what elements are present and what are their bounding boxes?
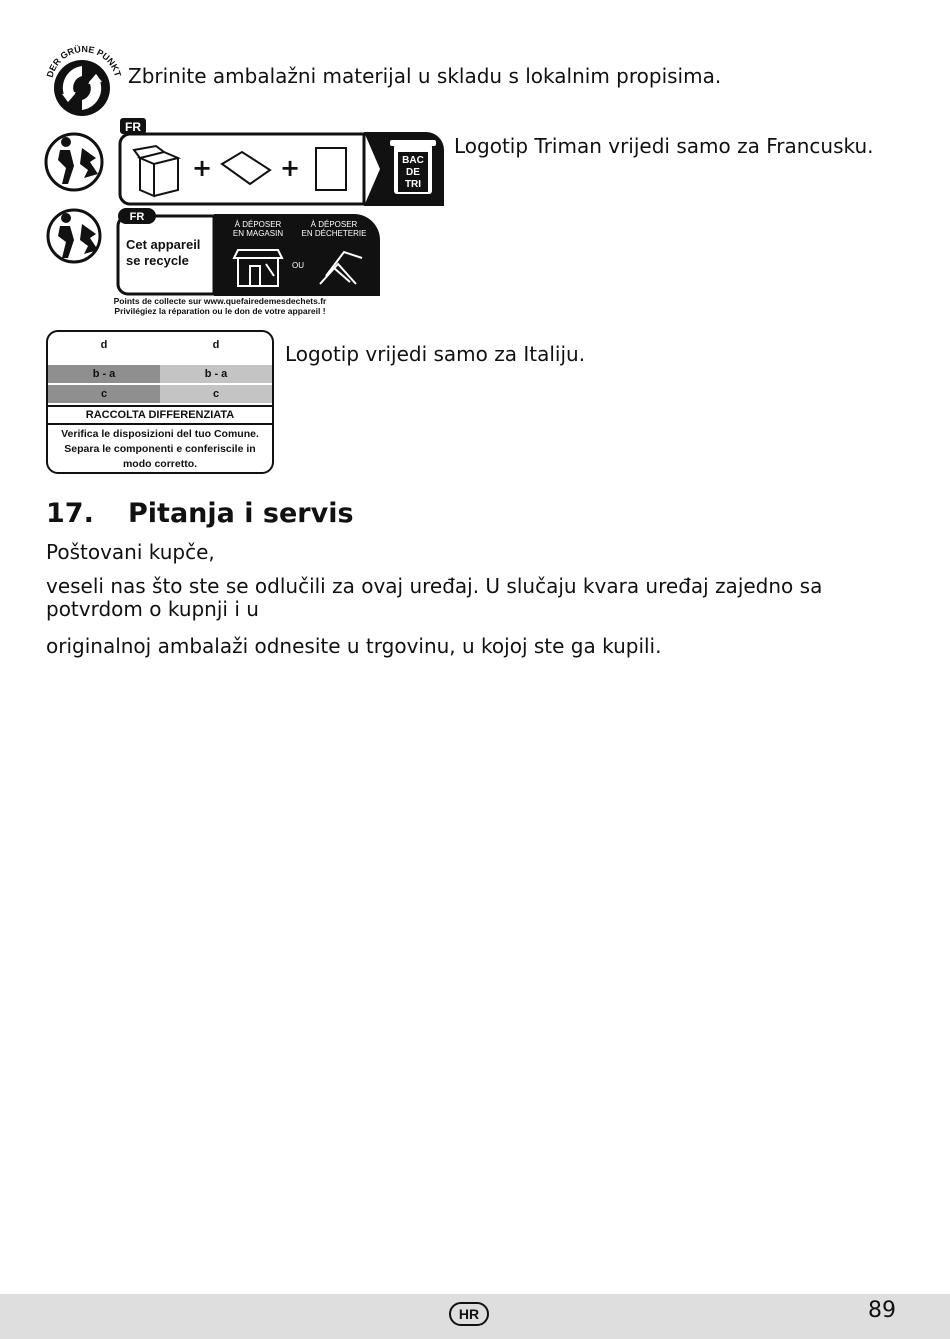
bin-label-line-1: BAC xyxy=(402,155,424,166)
paper-icon xyxy=(316,148,346,190)
bin-label-line-3: TRI xyxy=(404,179,422,190)
triman-electrical-logo xyxy=(44,206,384,318)
table-row xyxy=(48,385,272,403)
table-cell: b - a xyxy=(48,365,160,383)
body-paragraph-3: originalnoj ambalaži odnesite u trgovinu, u kojoj ste ga kupili. xyxy=(46,634,662,658)
triman2-footnote-1: Points de collecte sur www.quefairedemesdechets.fr xyxy=(113,296,327,306)
table-row xyxy=(48,336,272,358)
deposit-dump-line-1: À DÉPOSER xyxy=(310,220,358,229)
table-cell: d xyxy=(212,339,220,351)
deposit-store-line-1: À DÉPOSER xyxy=(234,220,282,229)
recycle-line-2: se recycle xyxy=(126,253,189,268)
italy-recycling-table xyxy=(46,330,274,474)
language-badge: HR xyxy=(449,1302,489,1326)
triman-caption: Logotip Triman vrijedi samo za Francusku. xyxy=(454,134,874,158)
deposit-dump-line-2: EN DÉCHETERIE xyxy=(301,229,367,238)
green-dot-caption: Zbrinite ambalažni materijal u skladu s lokalnim propisima. xyxy=(128,64,722,88)
table-cell: b - a xyxy=(160,365,272,383)
table-row xyxy=(48,365,272,383)
page-number: 89 xyxy=(868,1298,896,1323)
italy-logo-caption: Logotip vrijedi samo za Italiju. xyxy=(285,342,586,366)
page-footer xyxy=(0,1294,950,1339)
green-dot-logo-text: DER GRÜNE PUNKT xyxy=(44,44,124,79)
section-number: 17. xyxy=(46,498,94,529)
table-note xyxy=(48,427,272,472)
table-cell: c xyxy=(160,385,272,403)
raccolta-label: RACCOLTA DIFFERENZIATA xyxy=(85,409,235,421)
triman2-badge: FR xyxy=(129,211,145,223)
box-icon xyxy=(134,146,178,196)
or-label: OU xyxy=(292,261,304,270)
recycle-line-1: Cet appareil xyxy=(126,237,201,252)
table-note-line-1: Verifica le disposizioni del tuo Comune. xyxy=(61,428,259,440)
table-note-line-3: modo corretto. xyxy=(122,458,198,470)
film-icon xyxy=(222,152,270,184)
triman-person-icon-2 xyxy=(48,210,100,262)
section-title: Pitanja i servis xyxy=(128,498,354,529)
plus-sign-1: + xyxy=(191,154,213,182)
plus-sign-2: + xyxy=(279,154,301,182)
table-cell: d xyxy=(100,339,108,351)
section-heading xyxy=(46,498,354,530)
triman-packaging-logo xyxy=(44,118,444,208)
triman-person-icon xyxy=(46,134,102,190)
table-row xyxy=(48,405,272,425)
green-dot-logo xyxy=(44,44,124,120)
deposit-store-line-2: EN MAGASIN xyxy=(232,229,284,238)
table-note-line-2: Separa le componenti e conferiscile in xyxy=(64,443,256,455)
table-cell: c xyxy=(48,385,160,403)
triman1-badge: FR xyxy=(125,120,141,134)
triman2-footnote-2: Privilégiez la réparation ou le don de votre appareil ! xyxy=(114,306,326,316)
body-paragraph-2: veseli nas što ste se odlučili za ovaj uređaj. U slučaju kvara uređaj zajedno sa potvrdom o kupnji i u xyxy=(46,574,823,621)
bin-label-line-2: DE xyxy=(406,167,420,178)
body-paragraph-1: Poštovani kupče, xyxy=(46,540,215,564)
